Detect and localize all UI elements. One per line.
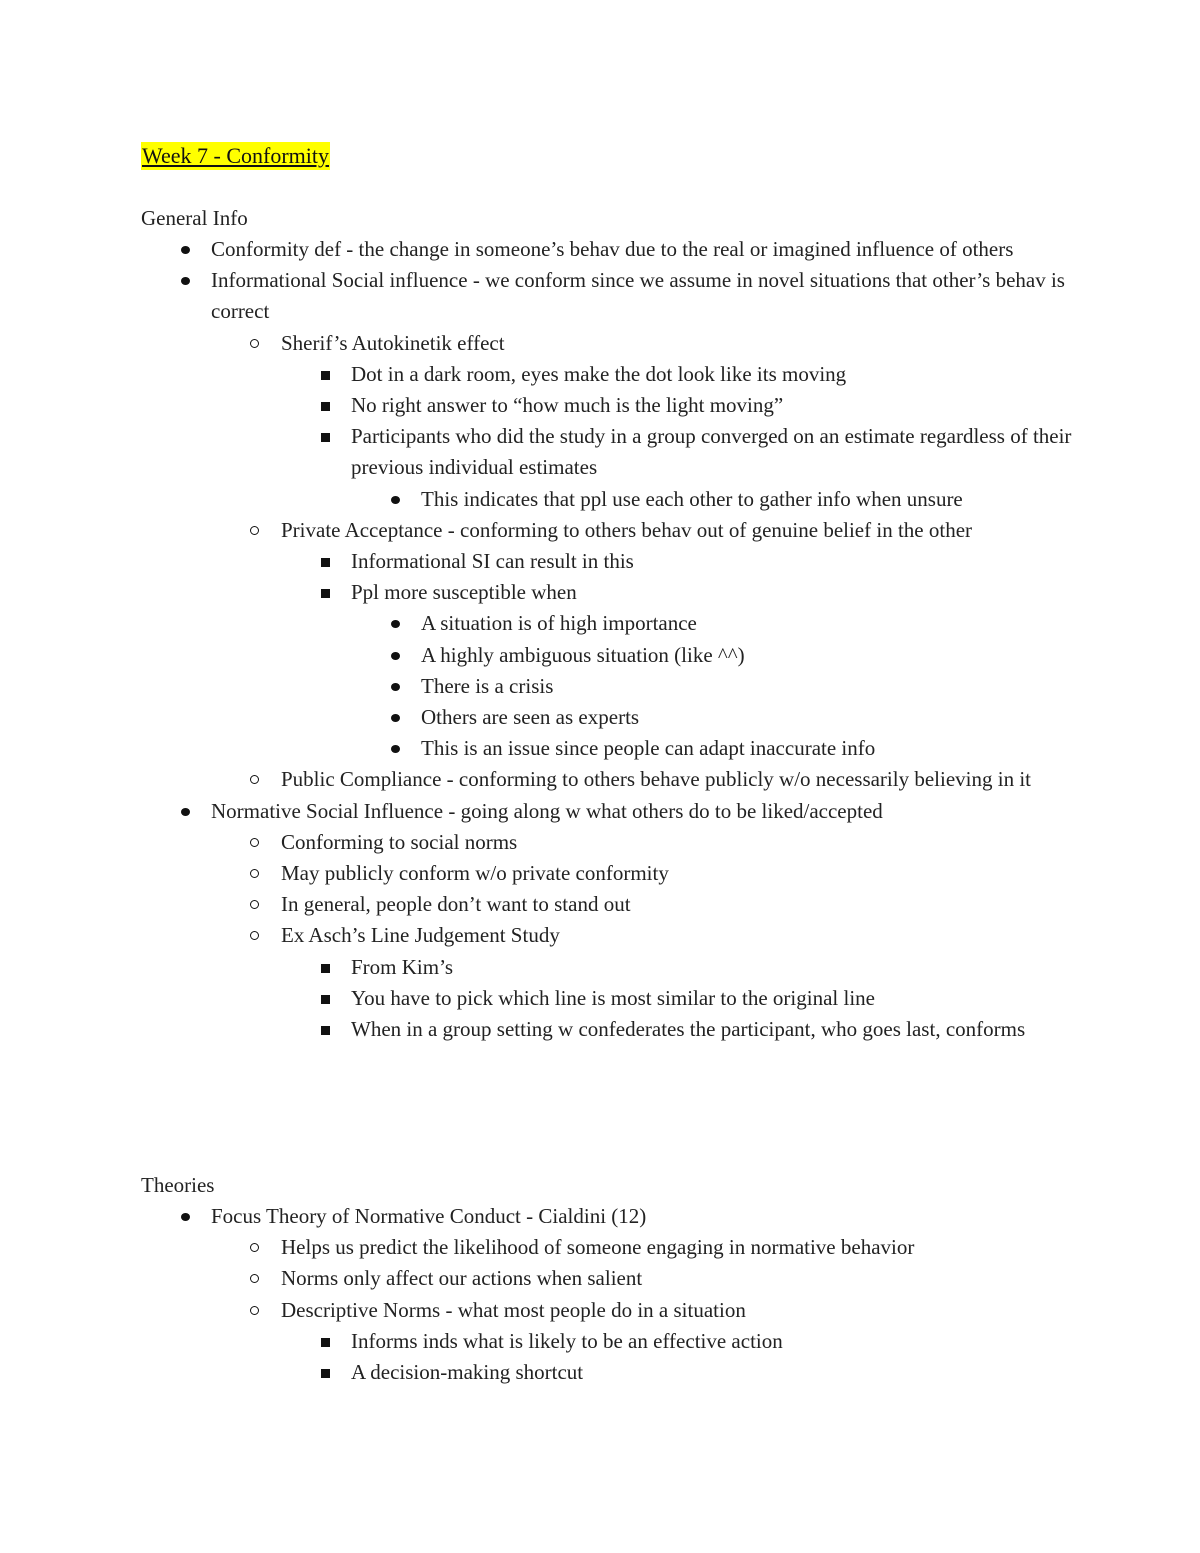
list-item-text: Descriptive Norms - what most people do in a situation	[281, 1297, 746, 1322]
circle-bullet-icon	[247, 1263, 267, 1294]
circle-bullet-icon	[247, 920, 267, 951]
section-heading-theories: Theories	[141, 1173, 215, 1197]
list-item	[281, 1014, 1091, 1045]
list-item	[351, 640, 1091, 671]
sublist	[351, 608, 1091, 764]
list-item	[281, 421, 1091, 515]
square-bullet-icon	[317, 983, 337, 1014]
document-title: Week 7 - Conformity	[142, 143, 330, 168]
list-item-text: A situation is of high importance	[421, 611, 697, 636]
sublist	[211, 1232, 1091, 1388]
list-item-text: Informs inds what is likely to be an effective action	[351, 1328, 783, 1353]
list-item	[211, 764, 1091, 795]
list-item-text: You have to pick which line is most similar to the original line	[351, 985, 875, 1010]
list-item-text: Norms only affect our actions when salient	[281, 1266, 643, 1291]
list-item	[211, 515, 1091, 765]
square-bullet-icon	[317, 577, 337, 608]
disc-bullet-icon	[387, 733, 407, 764]
list-item-text: From Kim’s	[351, 954, 454, 979]
list-item-text: Ppl more susceptible when	[351, 580, 577, 605]
circle-bullet-icon	[247, 827, 267, 858]
list-item	[351, 702, 1091, 733]
disc-bullet-icon	[387, 640, 407, 671]
list-item-text: Participants who did the study in a group converged on an estimate regardless of their previous individual estimates	[351, 424, 1072, 480]
list-item	[141, 265, 1091, 795]
disc-bullet-icon	[387, 608, 407, 639]
list-item-text: Informational Social influence - we conform since we assume in novel situations that other’s behav is correct	[211, 268, 1065, 324]
list-item-text: A decision-making shortcut	[351, 1360, 584, 1385]
sublist	[281, 1326, 1091, 1388]
list-item	[281, 983, 1091, 1014]
list-item	[141, 234, 1091, 265]
list-item	[281, 359, 1091, 390]
list-item	[141, 796, 1091, 1046]
list-item-text: Others are seen as experts	[421, 705, 640, 730]
square-bullet-icon	[317, 952, 337, 983]
disc-bullet-icon	[177, 234, 197, 265]
circle-bullet-icon	[247, 515, 267, 546]
list-item	[211, 328, 1091, 515]
list-item-text: Sherif’s Autokinetik effect	[281, 330, 505, 355]
square-bullet-icon	[317, 359, 337, 390]
list-item-text: This indicates that ppl use each other to gather info when unsure	[421, 486, 963, 511]
list-item-text: Private Acceptance - conforming to others behav out of genuine belief in the other	[281, 517, 973, 542]
list-item-text: No right answer to “how much is the light moving”	[351, 393, 784, 418]
list-item	[211, 1232, 1091, 1263]
circle-bullet-icon	[247, 858, 267, 889]
square-bullet-icon	[317, 421, 337, 452]
section-heading-general-info: General Info	[141, 206, 248, 230]
list-item-text: Public Compliance - conforming to others behave publicly w/o necessarily believing in it	[281, 767, 1031, 792]
list-item	[211, 1263, 1091, 1294]
list-item	[211, 858, 1091, 889]
list-item	[281, 577, 1091, 764]
list-item	[351, 733, 1091, 764]
theories-list	[141, 1201, 1091, 1388]
list-item	[351, 484, 1091, 515]
disc-bullet-icon	[387, 702, 407, 733]
list-item-text: Conforming to social norms	[281, 829, 518, 854]
general-info-list	[141, 234, 1091, 1045]
list-item-text: Conformity def - the change in someone’s behav due to the real or imagined influence of others	[211, 237, 1014, 261]
list-item	[281, 390, 1091, 421]
list-item	[281, 952, 1091, 983]
disc-bullet-icon	[387, 484, 407, 515]
list-item	[211, 827, 1091, 858]
list-item-text: Ex Asch’s Line Judgement Study	[281, 923, 560, 948]
square-bullet-icon	[317, 546, 337, 577]
list-item	[281, 1357, 1091, 1388]
circle-bullet-icon	[247, 328, 267, 359]
square-bullet-icon	[317, 1014, 337, 1045]
list-item-text: This is an issue since people can adapt inaccurate info	[421, 736, 876, 761]
general-info-list-container	[141, 234, 1091, 1045]
list-item-text: Helps us predict the likelihood of someone engaging in normative behavior	[281, 1235, 915, 1260]
sublist	[281, 952, 1091, 1046]
disc-bullet-icon	[177, 1201, 197, 1232]
sublist	[351, 484, 1091, 515]
sublist	[211, 328, 1091, 796]
disc-bullet-icon	[387, 671, 407, 702]
circle-bullet-icon	[247, 1232, 267, 1263]
list-item-text: Normative Social Influence - going along w what others do to be liked/accepted	[211, 798, 883, 823]
list-item-text: A highly ambiguous situation (like ^^)	[421, 642, 745, 667]
list-item-text: When in a group setting w confederates the participant, who goes last, conforms	[351, 1017, 1026, 1042]
list-item	[211, 920, 1091, 1045]
list-item-text: In general, people don’t want to stand out	[281, 892, 631, 917]
list-item-text: Dot in a dark room, eyes make the dot look like its moving	[351, 361, 847, 386]
square-bullet-icon	[317, 390, 337, 421]
list-item	[211, 1295, 1091, 1389]
sublist	[281, 359, 1091, 515]
list-item	[211, 889, 1091, 920]
disc-bullet-icon	[177, 265, 197, 296]
circle-bullet-icon	[247, 764, 267, 795]
circle-bullet-icon	[247, 889, 267, 920]
list-item	[281, 1326, 1091, 1357]
list-item-text: Focus Theory of Normative Conduct - Cialdini (12)	[211, 1204, 647, 1228]
list-item-text: There is a crisis	[421, 673, 554, 698]
list-item	[281, 546, 1091, 577]
list-item	[351, 608, 1091, 639]
list-item-text: Informational SI can result in this	[351, 549, 634, 574]
list-item	[351, 671, 1091, 702]
square-bullet-icon	[317, 1357, 337, 1388]
sublist	[281, 546, 1091, 764]
list-item-text: May publicly conform w/o private conformity	[281, 861, 669, 886]
sublist	[211, 827, 1091, 1045]
disc-bullet-icon	[177, 796, 197, 827]
circle-bullet-icon	[247, 1295, 267, 1326]
list-item	[141, 1201, 1091, 1388]
theories-list-container	[141, 1201, 1091, 1388]
square-bullet-icon	[317, 1326, 337, 1357]
